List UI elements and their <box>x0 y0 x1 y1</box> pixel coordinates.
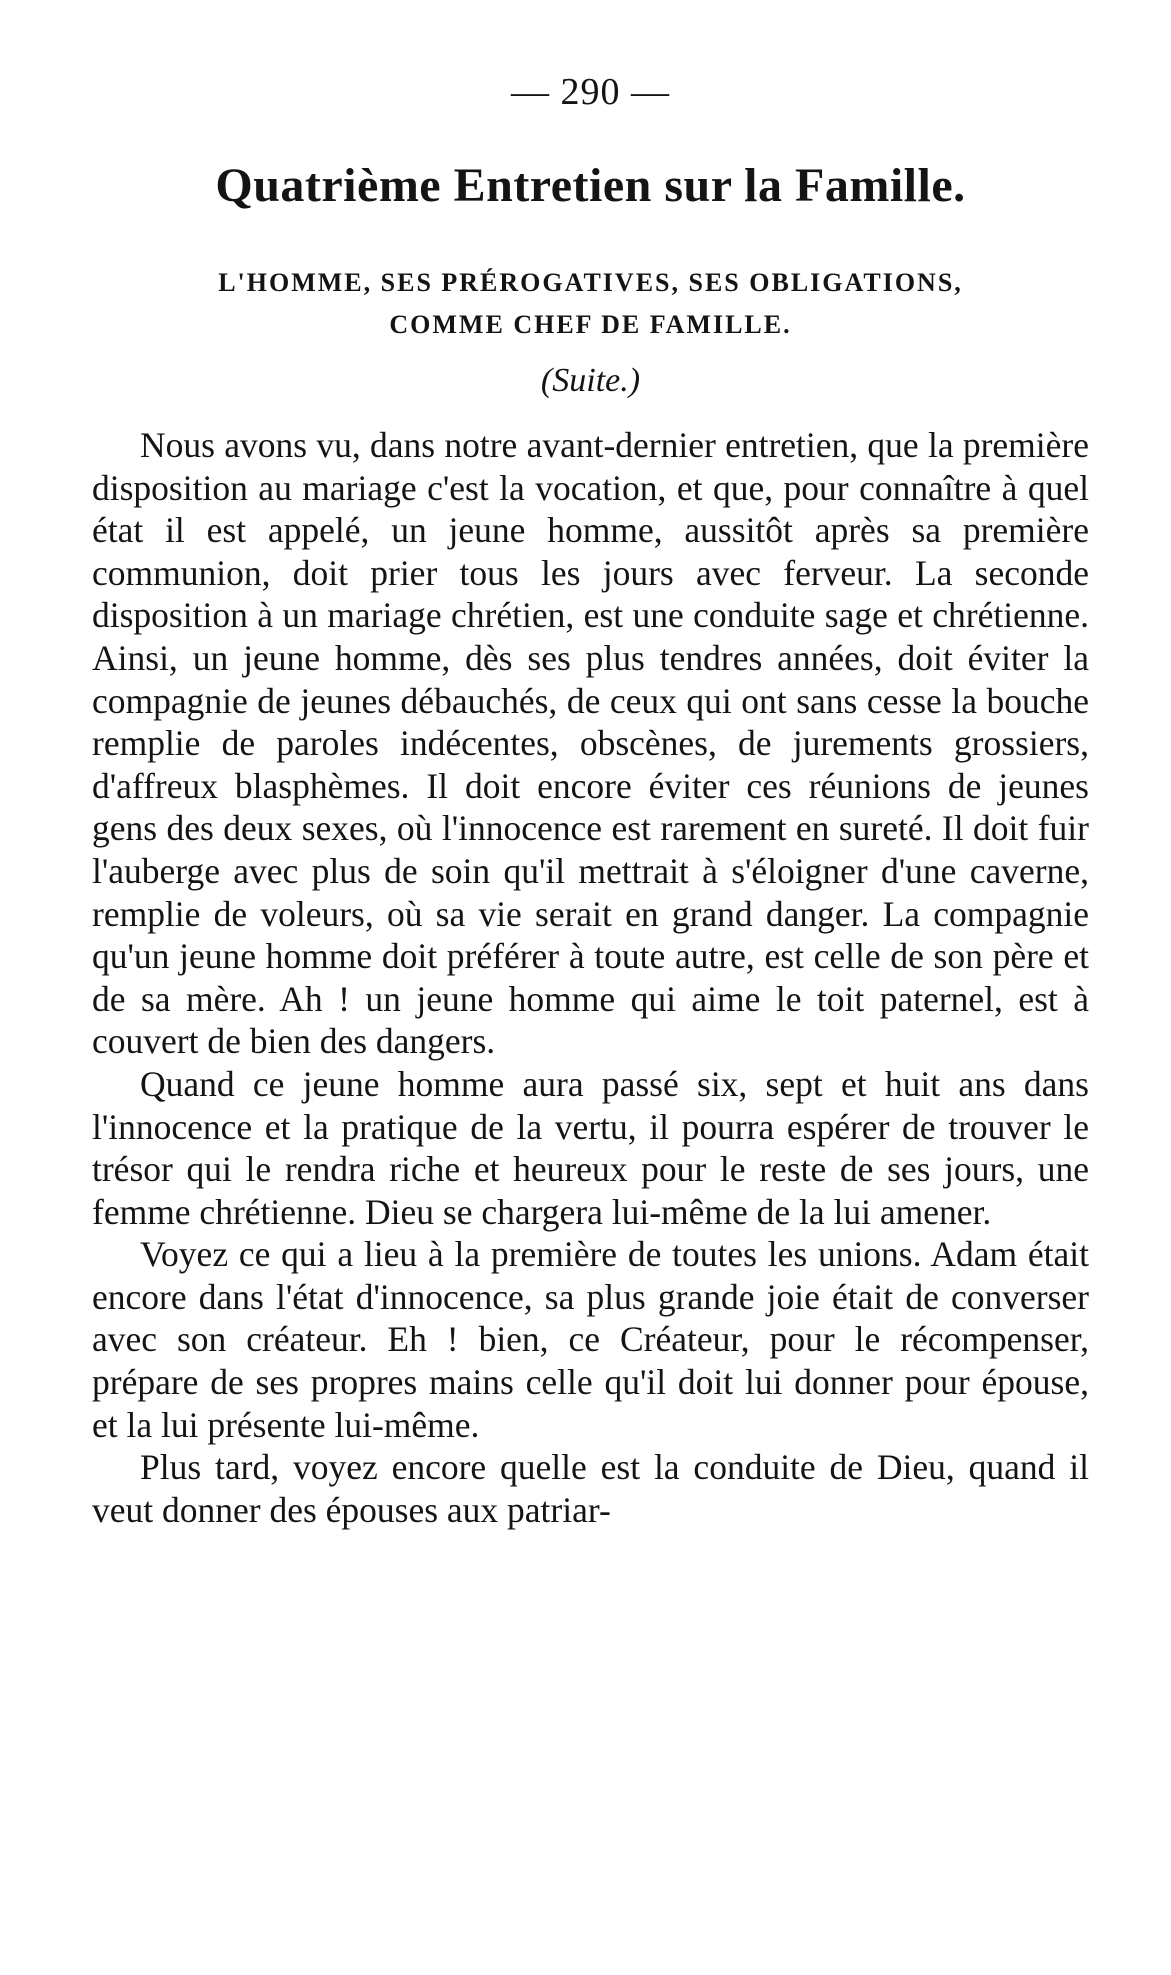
continuation-note: (Suite.) <box>540 362 641 399</box>
paragraph: Plus tard, voyez encore quelle est la conduite de Dieu, quand il veut donner des épouses aux patriar- <box>92 1447 1089 1530</box>
paragraph: Voyez ce qui a lieu à la première de toutes les unions. Adam était encore dans l'état d'innocence, sa plus grande joie était de converser avec son créateur. Eh ! bien, ce Créateur, pour le récompenser, prépare de ses propres mains celle qu'il doit lui donner pour épouse, et la lui présente lui-même. <box>92 1234 1089 1445</box>
subtitle-line-1: L'HOMME, SES PRÉROGATIVES, SES OBLIGATIONS, <box>218 268 963 297</box>
body-text <box>92 424 1089 1531</box>
page-number: — 290 — <box>511 71 670 113</box>
subtitle-line-2: COMME CHEF DE FAMILLE. <box>389 310 792 339</box>
paragraph: Quand ce jeune homme aura passé six, sept et huit ans dans l'innocence et la pratique de la vertu, il pourra espérer de trouver le trésor qui le rendra riche et heureux pour le reste de ses jours, une femme chrétienne. Dieu se chargera lui-même de la lui amener. <box>92 1063 1089 1232</box>
chapter-subtitle <box>92 262 1089 346</box>
chapter-title: Quatrième Entretien sur la Famille. <box>215 159 966 212</box>
paragraph: Nous avons vu, dans notre avant-dernier entretien, que la première disposition au mariage c'est la vocation, et que, pour connaître à quel état il est appelé, un jeune homme, aussitôt après sa première communion, doit prier tous les jours avec ferveur. La seconde disposition à un mariage chrétien, est une conduite sage et chrétienne. Ainsi, un jeune homme, dès ses plus tendres années, doit éviter la compagnie de jeunes débauchés, de ceux qui ont sans cesse la bouche remplie de paroles indécentes, obscènes, de jurements grossiers, d'affreux blasphèmes. Il doit encore éviter ces réunions de jeunes gens des deux sexes, où l'innocence est rarement en sureté. Il doit fuir l'auberge avec plus de soin qu'il mettrait à s'éloigner d'une caverne, remplie de voleurs, où sa vie serait en grand danger. La compagnie qu'un jeune homme doit préférer à toute autre, est celle de son père et de sa mère. Ah ! un jeune homme qui aime le toit paternel, est à couvert de bien des dangers. <box>92 425 1089 1062</box>
